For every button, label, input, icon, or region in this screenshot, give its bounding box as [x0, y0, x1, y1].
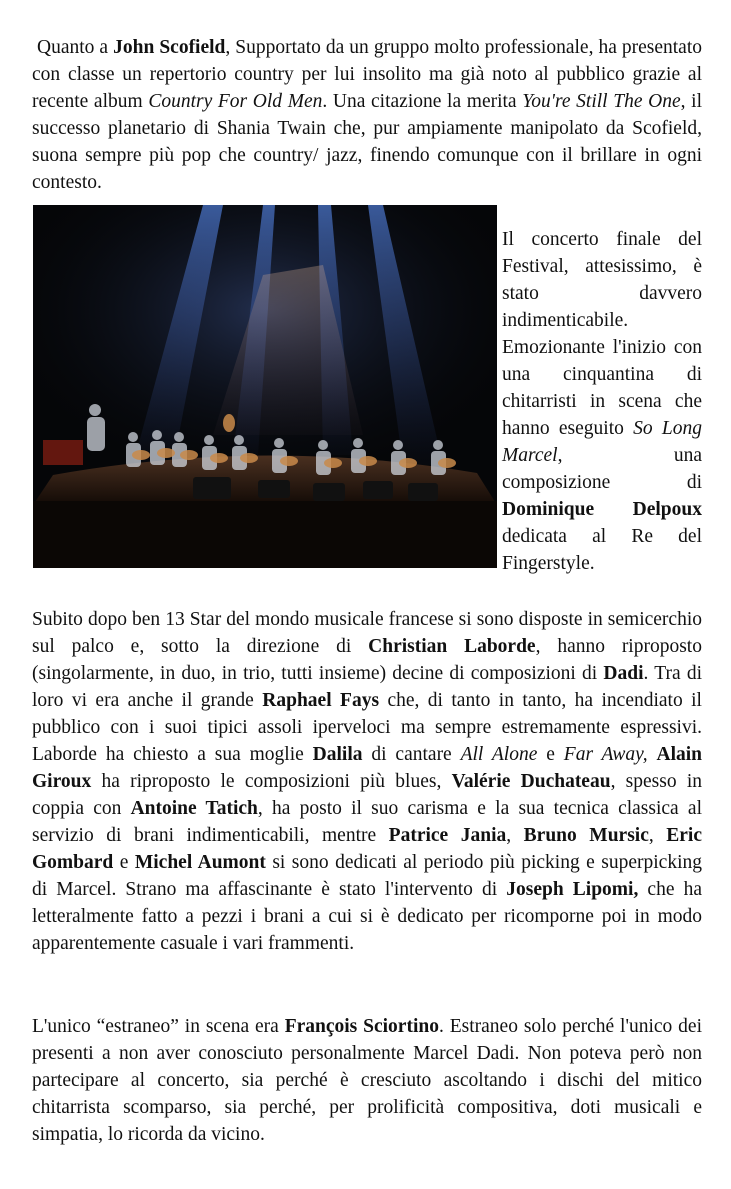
- bold-name: Raphael Fays: [262, 690, 380, 711]
- text-segment: . Una citazione la merita: [322, 91, 523, 112]
- paragraph-francois-sciortino: [32, 1013, 702, 1148]
- bold-name: Bruno Mursic: [523, 825, 649, 846]
- text-segment: si sono dedicati al periodo più picking e superpicking di Marcel. Strano ma affascinante è stato l'intervento di: [32, 852, 702, 900]
- text-segment: ,: [648, 825, 667, 846]
- bold-name: Eric Gombard: [32, 825, 702, 873]
- text-segment: Quanto a: [37, 37, 114, 58]
- paragraph-scofield: [32, 34, 702, 196]
- concert-stage-photo: [33, 205, 497, 568]
- text-segment: di cantare: [362, 744, 461, 765]
- paragraph-final-concert: [502, 226, 702, 577]
- text-segment: dedicata al Re del Fingerstyle.: [502, 526, 702, 574]
- text-segment: che, di tanto in tanto, ha incendiato il pubblico con i suoi tipici assoli iperveloci ma sempre estremamente espressivi. Laborde ha chiesto a sua moglie: [32, 690, 702, 765]
- bold-name: Michel Aumont: [134, 852, 266, 873]
- italic-album-title: Country For Old Men: [148, 91, 323, 112]
- text-segment: ,: [506, 825, 524, 846]
- italic-song-title: Far Away,: [563, 744, 648, 765]
- text-segment: , ha posto il suo carisma e la sua tecnica classica al servizio di brani indimenticabili, mentre: [32, 798, 702, 846]
- text-segment: Subito dopo ben 13 Star del mondo musicale francese si sono disposte in semicerchio sul palco e, sotto la direzione di: [32, 609, 702, 657]
- bold-name: Antoine Tatich: [130, 798, 258, 819]
- text-segment: , il successo planetario di Shania Twain che, pur ampiamente manipolato da Scofield, suona sempre più pop che country/ jazz, finendo comunque con il brillare in ogni contesto.: [32, 91, 702, 193]
- text-segment: che ha letteralmente fatto a pezzi i brani a cui si è dedicato per ricomporne poi in modo apparentemente casuale i vari frammenti.: [32, 879, 702, 954]
- bold-name: Dadi: [603, 663, 644, 684]
- bold-name-john-scofield: John Scofield: [113, 37, 226, 58]
- text-segment: [648, 744, 657, 765]
- text-segment: ha riproposto le composizioni più blues,: [91, 771, 452, 792]
- bold-name: Dalila: [312, 744, 363, 765]
- italic-song-title: You're Still The One: [522, 91, 681, 112]
- italic-song-title: So Long Marcel: [502, 418, 702, 466]
- text-segment: , Supportato da un gruppo molto professionale, ha presentato con classe un repertorio country per lui insolito ma già noto al pubblico grazie al recente album: [32, 37, 703, 112]
- text-segment: , hanno riproposto (singolarmente, in duo, in trio, tutti insieme) decine di composizioni di: [32, 636, 702, 684]
- text-segment: e: [537, 744, 564, 765]
- text-segment: . Estraneo solo perché l'unico dei presenti a non aver conosciuto personalmente Marcel Dadi. Non poteva però non partecipare al concerto, sia perché è cresciuto ascoltando i dischi del mitico chitarrista scomparso, sia perché, per prolificità compositiva, doti musicali e simpatia, lo ricorda da vicino.: [32, 1016, 702, 1145]
- text-segment: L'unico “estraneo” in scena era: [32, 1016, 285, 1037]
- stage-illustration: [33, 205, 497, 568]
- bold-name-francois-sciortino: François Sciortino: [284, 1016, 439, 1037]
- text-segment: , spesso in coppia con: [32, 771, 702, 819]
- bold-name: Christian Laborde: [368, 636, 536, 657]
- text-segment: , una composizione di: [502, 445, 702, 493]
- bold-name: Alain Giroux: [32, 744, 703, 792]
- bold-name: Valérie Duchateau: [451, 771, 611, 792]
- text-segment: Il concerto finale del Festival, attesissimo, è stato davvero indimenticabile. Emozionante l'inizio con una cinquantina di chitarristi in scena che hanno eseguito: [502, 229, 702, 439]
- italic-song-title: All Alone: [460, 744, 538, 765]
- bold-name: Joseph Lipomi,: [506, 879, 639, 900]
- bold-name-dominique-delpoux: Dominique Delpoux: [502, 499, 702, 520]
- paragraph-star-lineup: [32, 606, 702, 957]
- text-segment: e: [113, 852, 135, 873]
- text-segment: . Tra di loro vi era anche il grande: [32, 663, 702, 711]
- bold-name: Patrice Jania: [388, 825, 507, 846]
